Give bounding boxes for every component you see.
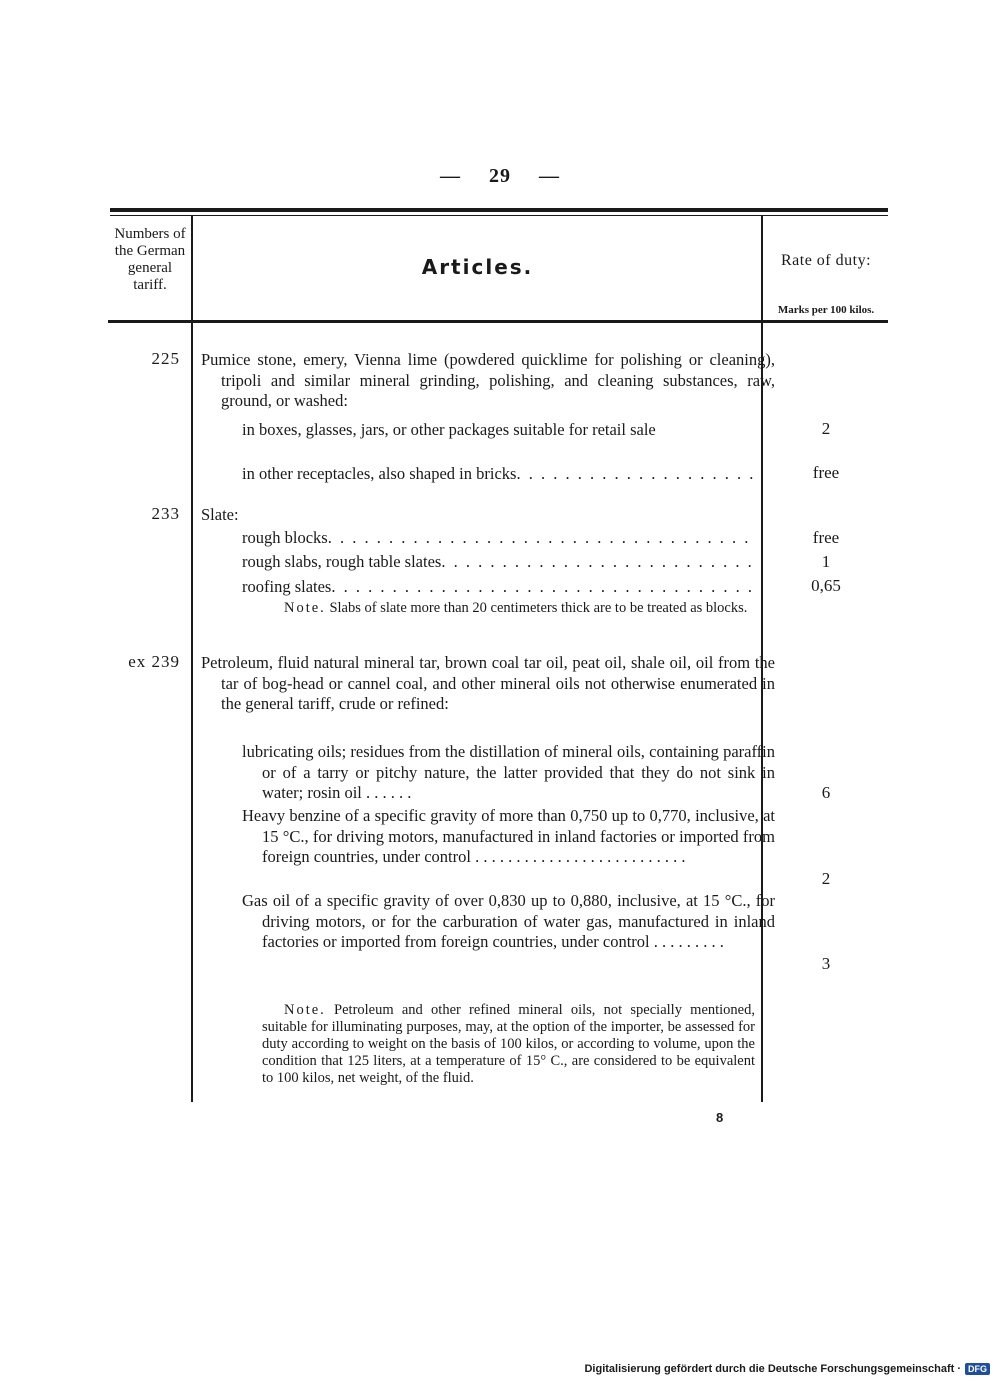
entry-225-item-2-text: in other receptacles, also shaped in bricks [242, 464, 517, 483]
rate-233-3: 0,65 [811, 576, 841, 595]
tariff-number-239: ex 239 [128, 652, 180, 671]
entry-233-note [262, 600, 755, 617]
entry-239-item-1-text: lubricating oils; residues from the distillation of mineral oils, containing paraffin or of a tarry or pitchy nature, the latter provided that they do not sink in water; rosin oil [242, 742, 775, 802]
digitization-footer [584, 1363, 990, 1375]
note-label: Note. [284, 1002, 326, 1018]
rate-239-3: 3 [821, 954, 831, 973]
leader-dots [328, 528, 755, 549]
table-header-rule [108, 320, 888, 323]
entry-233-item-1-text: rough blocks [242, 528, 328, 547]
dash-left: — [440, 165, 461, 187]
table-top-rule-thin [110, 215, 888, 216]
header-rate-units: Marks per 100 kilos. [777, 304, 875, 316]
header-numbers: Numbers of the German general tariff. [114, 226, 186, 293]
entry-233-item-3 [242, 577, 755, 598]
leader-dots [331, 577, 755, 598]
entry-225-item-2 [242, 464, 755, 485]
entry-233-item-2-text: rough slabs, rough table slates [242, 552, 442, 571]
entry-239-item-3-text: Gas oil of a specific gravity of over 0,830 up to 0,880, inclusive, at 15 °C., for driving motors, or for the carburation of water gas, manufactured in inland factories or imported from foreign countries, under control [242, 891, 775, 951]
leader-dots: . . . . . . . . . [653, 932, 724, 951]
leader-dots: . . . . . . [366, 783, 412, 802]
page-number-line [0, 165, 1000, 188]
leader-dots [441, 552, 755, 573]
entry-233-item-3-text: roofing slates [242, 577, 332, 596]
dash-right: — [539, 165, 560, 187]
note-label: Note. [284, 600, 326, 616]
rate-239-1: 6 [821, 783, 831, 802]
rate-239-2: 2 [821, 869, 831, 888]
header-rate: Rate of duty: [780, 252, 872, 269]
header-articles: Articles. [421, 255, 534, 279]
entry-239-item-3 [242, 891, 775, 953]
entry-239-note [262, 1002, 755, 1087]
rate-225-2: free [812, 463, 840, 482]
dfg-logo-icon: DFG [965, 1363, 990, 1375]
entry-239-intro: Petroleum, fluid natural mineral tar, brown coal tar oil, peat oil, shale oil, oil from the tar of bog-head or cannel coal, and other mineral oils not otherwise enumerated in the general tariff, crude or refined: [201, 653, 775, 713]
entry-239-item-2 [242, 806, 775, 868]
tariff-number-233: 233 [151, 504, 180, 523]
footer-text: Digitalisierung gefördert durch die Deutsche Forschungsgemeinschaft · [584, 1363, 961, 1375]
entry-225-item-1: in boxes, glasses, jars, or other packages suitable for retail sale [242, 420, 656, 439]
entry-233-intro: Slate: [201, 505, 239, 524]
rate-233-1: free [812, 528, 840, 547]
note-text: Slabs of slate more than 20 centimeters thick are to be treated as blocks. [329, 600, 748, 616]
entry-225-intro: Pumice stone, emery, Vienna lime (powdered quicklime for polishing or cleaning), tripoli and similar mineral grinding, polishing, and cleaning substances, raw, ground, or washed: [201, 350, 775, 410]
column-divider-left [191, 216, 193, 1102]
page-number: 29 [489, 165, 511, 187]
leader-dots [516, 464, 755, 485]
signature-mark: 8 [716, 1110, 724, 1125]
table-top-rule [110, 208, 888, 212]
note-text: Petroleum and other refined mineral oils, not specially mentioned, suitable for illuminating purposes, may, at the option of the importer, be assessed for duty according to weight on the basis of 100 kilos, or according to volume, upon the condition that 125 liters, at a temperature of 15° C., are considered to be equivalent to 100 kilos, net weight, of the fluid. [262, 1002, 755, 1086]
entry-239-item-1 [242, 742, 775, 804]
tariff-number-225: 225 [151, 349, 180, 368]
entry-233-item-2 [242, 552, 755, 573]
rate-233-2: 1 [821, 552, 831, 571]
entry-233-item-1 [242, 528, 755, 549]
leader-dots: . . . . . . . . . . . . . . . . . . . . . . . . . . [475, 847, 686, 866]
entry-239-item-2-text: Heavy benzine of a specific gravity of more than 0,750 up to 0,770, inclusive, at 15 °C., for driving motors, manufactured in inland factories or imported from foreign countries, under control [242, 806, 775, 866]
rate-225-1: 2 [821, 419, 831, 438]
